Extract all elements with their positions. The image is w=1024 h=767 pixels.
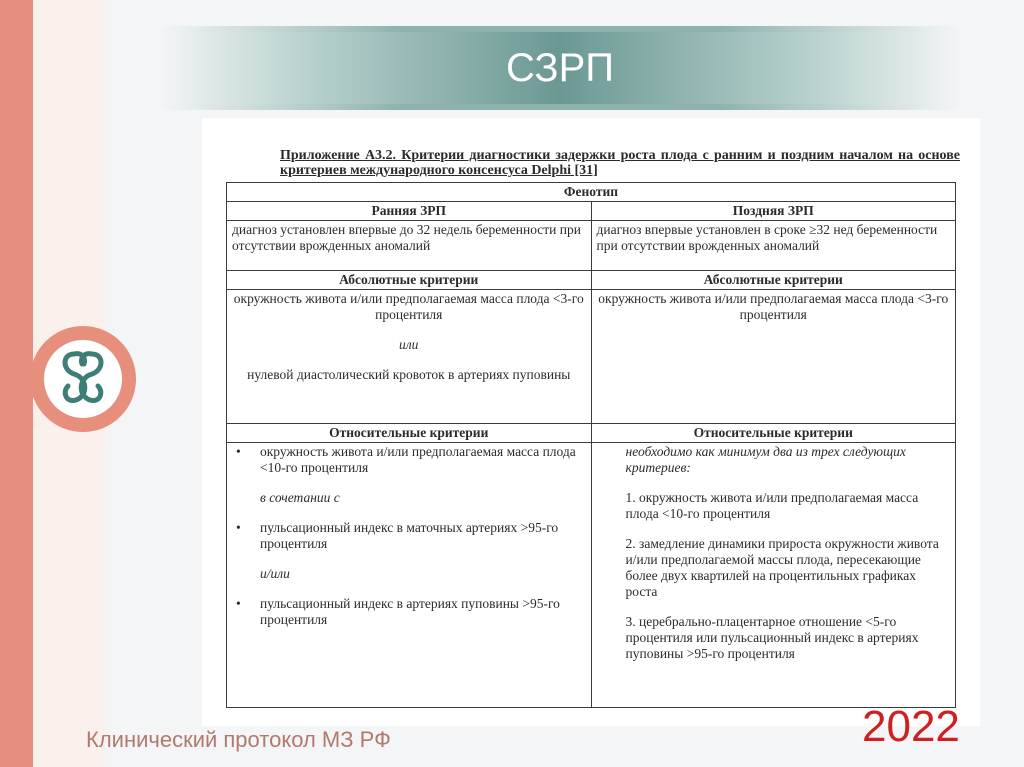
- absolute-criteria-late: окружность живота и/или предполагаемая масса плода <3-го процентиля: [591, 290, 956, 424]
- late-definition: диагноз впервые установлен в сроке ≥32 нед беременности при отсутствии врожденных аномалий: [591, 221, 956, 271]
- relative-criteria-late: [591, 443, 956, 708]
- spacer: [626, 476, 951, 490]
- column-header-early: Ранняя ЗРП: [227, 202, 592, 221]
- absolute-criteria-early: [227, 290, 592, 424]
- table-row: [227, 290, 956, 424]
- spacer: [232, 353, 586, 367]
- abs-early-or: или: [399, 337, 419, 352]
- spacer: [626, 600, 951, 614]
- rel-late-criterion-1: 1. окружность живота и/или предполагаемая масса плода <10-го процентиля: [625, 490, 919, 521]
- table-row: [227, 202, 956, 221]
- table-row: [227, 271, 956, 290]
- table-row: [227, 221, 956, 271]
- rel-late-criterion-2: 2. замедление динамики прироста окружности живота и/или предполагаемой массы плода, пересекающие более двух квартилей на процентильных графиках роста: [625, 536, 939, 599]
- table-row: [227, 443, 956, 708]
- spacer: [626, 522, 951, 536]
- early-definition: диагноз установлен впервые до 32 недель беременности при отсутствии врожденных аномалий: [227, 221, 592, 271]
- table-row: [227, 424, 956, 443]
- phenotype-header: Фенотип: [227, 183, 956, 202]
- relative-criteria-header-early: Относительные критерии: [227, 424, 592, 443]
- rel-early-criterion-3: • пульсационный индекс в артериях пуповины >95-го процентиля: [232, 596, 586, 628]
- relative-criteria-header-late: Относительные критерии: [591, 424, 956, 443]
- criteria-table: [226, 182, 956, 708]
- absolute-criteria-header-late: Абсолютные критерии: [591, 271, 956, 290]
- relative-criteria-early: [227, 443, 592, 708]
- left-accent-stripe: [0, 0, 33, 767]
- year-label: 2022: [862, 702, 960, 751]
- spacer: [232, 552, 586, 566]
- rel-early-criterion-1: • окружность живота и/или предполагаемая масса плода <10-го процентиля: [232, 444, 586, 476]
- document-scan: [202, 118, 980, 726]
- table-row: [227, 183, 956, 202]
- logo-badge: [30, 326, 136, 432]
- rel-late-intro: необходимо как минимум два из трех следующих критериев:: [625, 444, 906, 475]
- rel-early-criterion-2: • пульсационный индекс в маточных артериях >95-го процентиля: [232, 520, 586, 552]
- rel-late-criterion-3: 3. церебрально-плацентарное отношение <5-го процентиля или пульсационный индекс в артериях пуповины >95-го процентиля: [625, 614, 919, 661]
- spacer: [232, 582, 586, 596]
- double-loop-logo-icon: [44, 340, 122, 418]
- rel-early-or: и/или: [260, 566, 290, 581]
- abs-early-criterion-2: нулевой диастолический кровоток в артериях пуповины: [247, 367, 571, 382]
- footer-source: Клинический протокол МЗ РФ: [86, 727, 391, 752]
- spacer: [232, 506, 586, 520]
- column-header-late: Поздняя ЗРП: [591, 202, 956, 221]
- rel-early-combo: в сочетании с: [260, 490, 340, 505]
- absolute-criteria-header-early: Абсолютные критерии: [227, 271, 592, 290]
- abs-early-criterion-1: окружность живота и/или предполагаемая масса плода <3-го процентиля: [233, 291, 584, 322]
- spacer: [232, 323, 586, 337]
- appendix-title: Приложение А3.2. Критерии диагностики задержки роста плода с ранним и поздним началом на основе критериев международного консенсуса Delphi [31]: [280, 148, 960, 178]
- slide-title: СЗРП: [505, 46, 615, 90]
- logo-circle: [44, 340, 122, 418]
- spacer: [232, 476, 586, 490]
